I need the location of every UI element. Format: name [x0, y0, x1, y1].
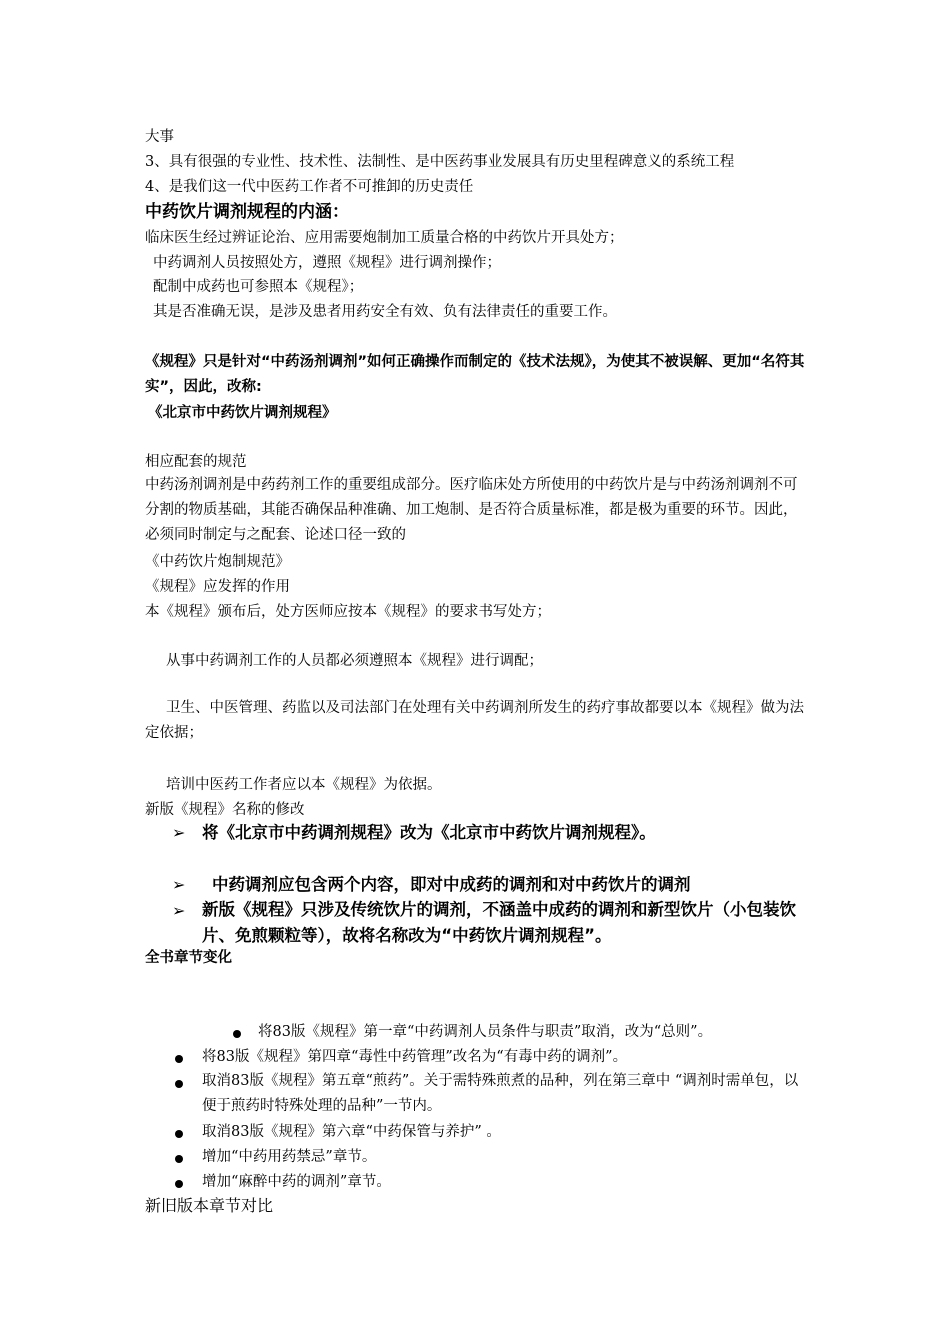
- arrow-bullet-icon: ➢: [172, 901, 186, 920]
- bullet-dot-icon: [175, 1080, 183, 1088]
- list-item: 取消83版《规程》第六章“中药保管与养护” 。: [202, 1124, 501, 1140]
- bold-paragraph: 《规程》只是针对“中药汤剂调剂”如何正确操作而制定的《技术法规》，为使其不被误解、更加“名符其实”，因此，改称:: [145, 354, 805, 395]
- arrow-bullet-icon: ➢: [172, 823, 186, 842]
- text-line: 临床医生经过辨证论治、应用需要炮制加工质量合格的中药饮片开具处方；: [145, 230, 624, 246]
- paragraph: 中药汤剂调剂是中药药剂工作的重要组成部分。医疗临床处方所使用的中药饮片是与中药汤剂调剂不可分割的物质基础，其能否确保品种准确、加工炮制、是否符合质量标准，都是极为重要的环节。因此，必须同时制定与之配套、论述口径一致的: [145, 477, 798, 543]
- text-line: 从事中药调剂工作的人员都必须遵照本《规程》进行调配；: [166, 653, 543, 669]
- paragraph: 卫生、中医管理、药监以及司法部门在处理有关中药调剂所发生的药疗事故都要以本《规程》做为法定依据；: [145, 700, 804, 741]
- text-line: 《中药饮片炮制规范》: [145, 554, 290, 570]
- text-line: 4、是我们这一代中医药工作者不可推卸的历史责任: [145, 179, 474, 195]
- list-item: 增加“麻醉中药的调剂”章节。: [202, 1174, 391, 1190]
- bullet-dot-icon: [175, 1155, 183, 1163]
- bullet-dot-icon: [175, 1130, 183, 1138]
- arrow-bullet-icon: ➢: [172, 875, 186, 894]
- list-item: 增加“中药用药禁忌”章节。: [202, 1149, 377, 1165]
- list-item: 将83版《规程》第一章“中药调剂人员条件与职责”取消，改为“总则”。: [258, 1024, 713, 1040]
- text-line: 配制中成药也可参照本《规程》；: [153, 279, 364, 295]
- list-item: 将83版《规程》第四章“毒性中药管理”改名为“有毒中药的调剂”。: [202, 1049, 628, 1065]
- text-line: 本《规程》颁布后，处方医师应按本《规程》的要求书写处方；: [145, 604, 551, 620]
- text-line: 大事: [145, 129, 174, 145]
- arrow-item: 将《北京市中药调剂规程》改为《北京市中药饮片调剂规程》。: [202, 823, 656, 842]
- text-line: 新旧版本章节对比: [145, 1196, 274, 1215]
- text-line: 其是否准确无误，是涉及患者用药安全有效、负有法律责任的重要工作。: [153, 304, 617, 320]
- arrow-item: 新版《规程》只涉及传统饮片的调剂，不涵盖中成药的调剂和新型饮片（小包装饮片、免煎颗粒等），故将名称改为“中药饮片调剂规程”。: [202, 900, 796, 945]
- text-line: 《规程》应发挥的作用: [145, 579, 290, 595]
- bullet-dot-icon: [233, 1030, 241, 1038]
- list-item: 取消83版《规程》第五章“煎药”。关于需特殊煎煮的品种，列在第三章中 “调剂时需单包，以便于煎药时特殊处理的品种”一节内。: [202, 1073, 799, 1114]
- text-line: 新版《规程》名称的修改: [145, 802, 305, 818]
- bullet-dot-icon: [175, 1180, 183, 1188]
- bullet-dot-icon: [175, 1055, 183, 1063]
- text-line: 中药调剂人员按照处方，遵照《规程》进行调剂操作；: [153, 255, 501, 271]
- bold-title: 《北京市中药饮片调剂规程》: [148, 405, 337, 421]
- section-heading: 全书章节变化: [145, 950, 232, 966]
- text-line: 培训中医药工作者应以本《规程》为依据。: [166, 777, 442, 793]
- text-line: 相应配套的规范: [145, 454, 247, 470]
- section-heading: 中药饮片调剂规程的内涵：: [145, 202, 349, 222]
- text-line: 3、具有很强的专业性、技术性、法制性、是中医药事业发展具有历史里程碑意义的系统工程: [145, 154, 735, 170]
- arrow-item: 中药调剂应包含两个内容，即对中成药的调剂和对中药饮片的调剂: [212, 875, 691, 894]
